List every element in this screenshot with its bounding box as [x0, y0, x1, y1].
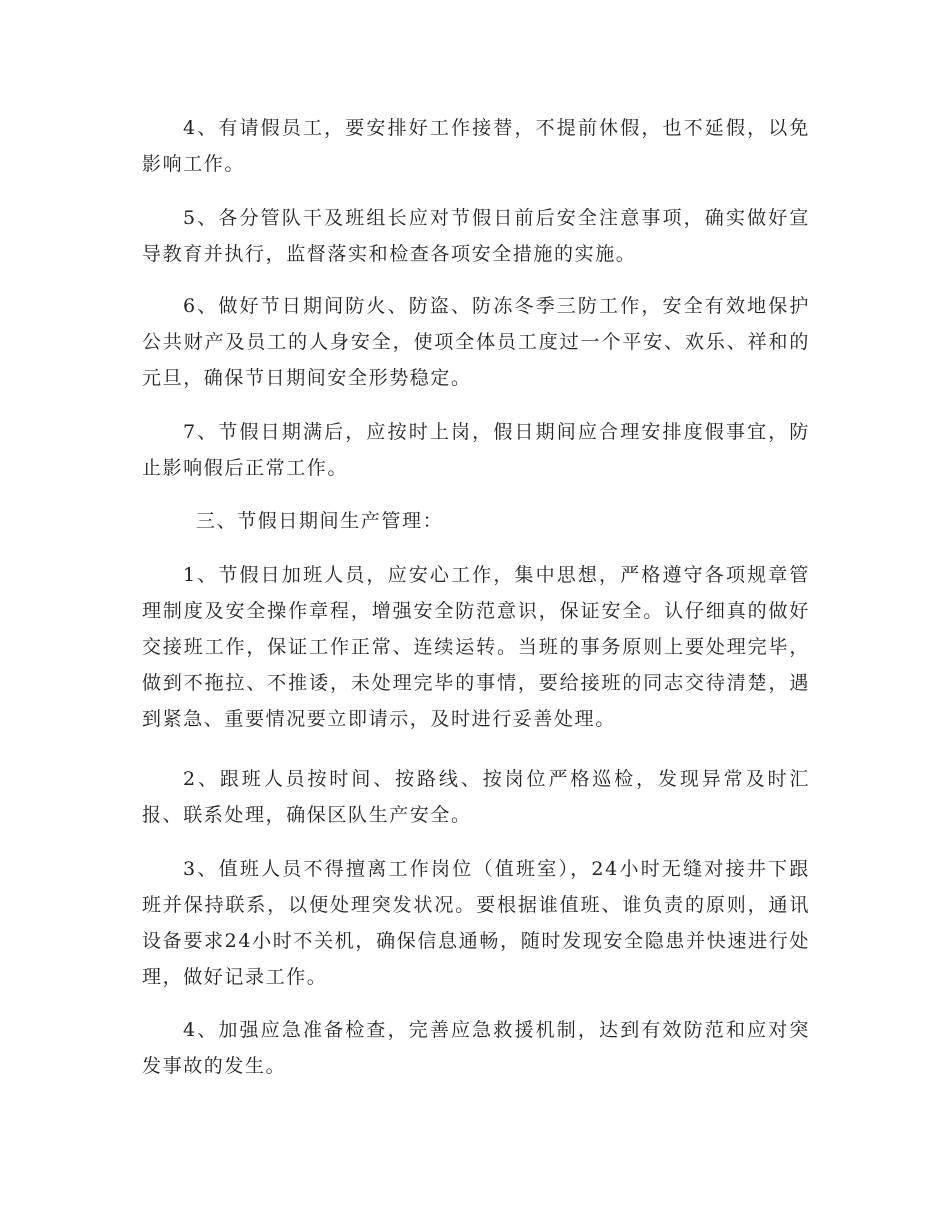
paragraph-2-inspection: 2、跟班人员按时间、按路线、按岗位严格巡检，发现异常及时汇报、联系处理，确保区队生产安全。	[142, 768, 810, 826]
paragraph-3-duty: 3、值班人员不得擅离工作岗位（值班室），24小时无缝对接井下跟班并保持联系，以便处理突发状况。要根据谁值班、谁负责的原则，通讯设备要求24小时不关机，确保信息通畅，随时发现安全隐患并快速进行处理，做好记录工作。	[142, 858, 810, 988]
paragraph-4-emergency: 4、加强应急准备检查，完善应急救援机制，达到有效防范和应对突发事故的发生。	[142, 1019, 810, 1077]
paragraph-1-overtime: 1、节假日加班人员，应安心工作，集中思想，严格遵守各项规章管理制度及安全操作章程，增强安全防范意识，保证安全。认仔细真的做好交接班工作，保证工作正常、连续运转。当班的事务原则上要处理完毕，做到不拖拉、不推诿，未处理完毕的事情，要给接班的同志交待清楚，遇到紧急、重要情况要立即请示，及时进行妥善处理。	[142, 564, 810, 730]
paragraph-5-supervision: 5、各分管队干及班组长应对节假日前后安全注意事项，确实做好宣导教育并执行，监督落实和检查各项安全措施的实施。	[142, 207, 810, 265]
paragraph-7-return: 7、节假日期满后，应按时上岗，假日期间应合理安排度假事宜，防止影响假后正常工作。	[142, 421, 810, 479]
paragraph-6-safety: 6、做好节日期间防火、防盗、防冻冬季三防工作，安全有效地保护公共财产及员工的人身安全，使项全体员工度过一个平安、欢乐、祥和的元旦，确保节日期间安全形势稳定。	[142, 295, 810, 389]
section-heading-production: 三、节假日期间生产管理：	[196, 510, 444, 532]
paragraph-4-leave: 4、有请假员工，要安排好工作接替，不提前休假，也不延假，以免影响工作。	[142, 117, 810, 175]
